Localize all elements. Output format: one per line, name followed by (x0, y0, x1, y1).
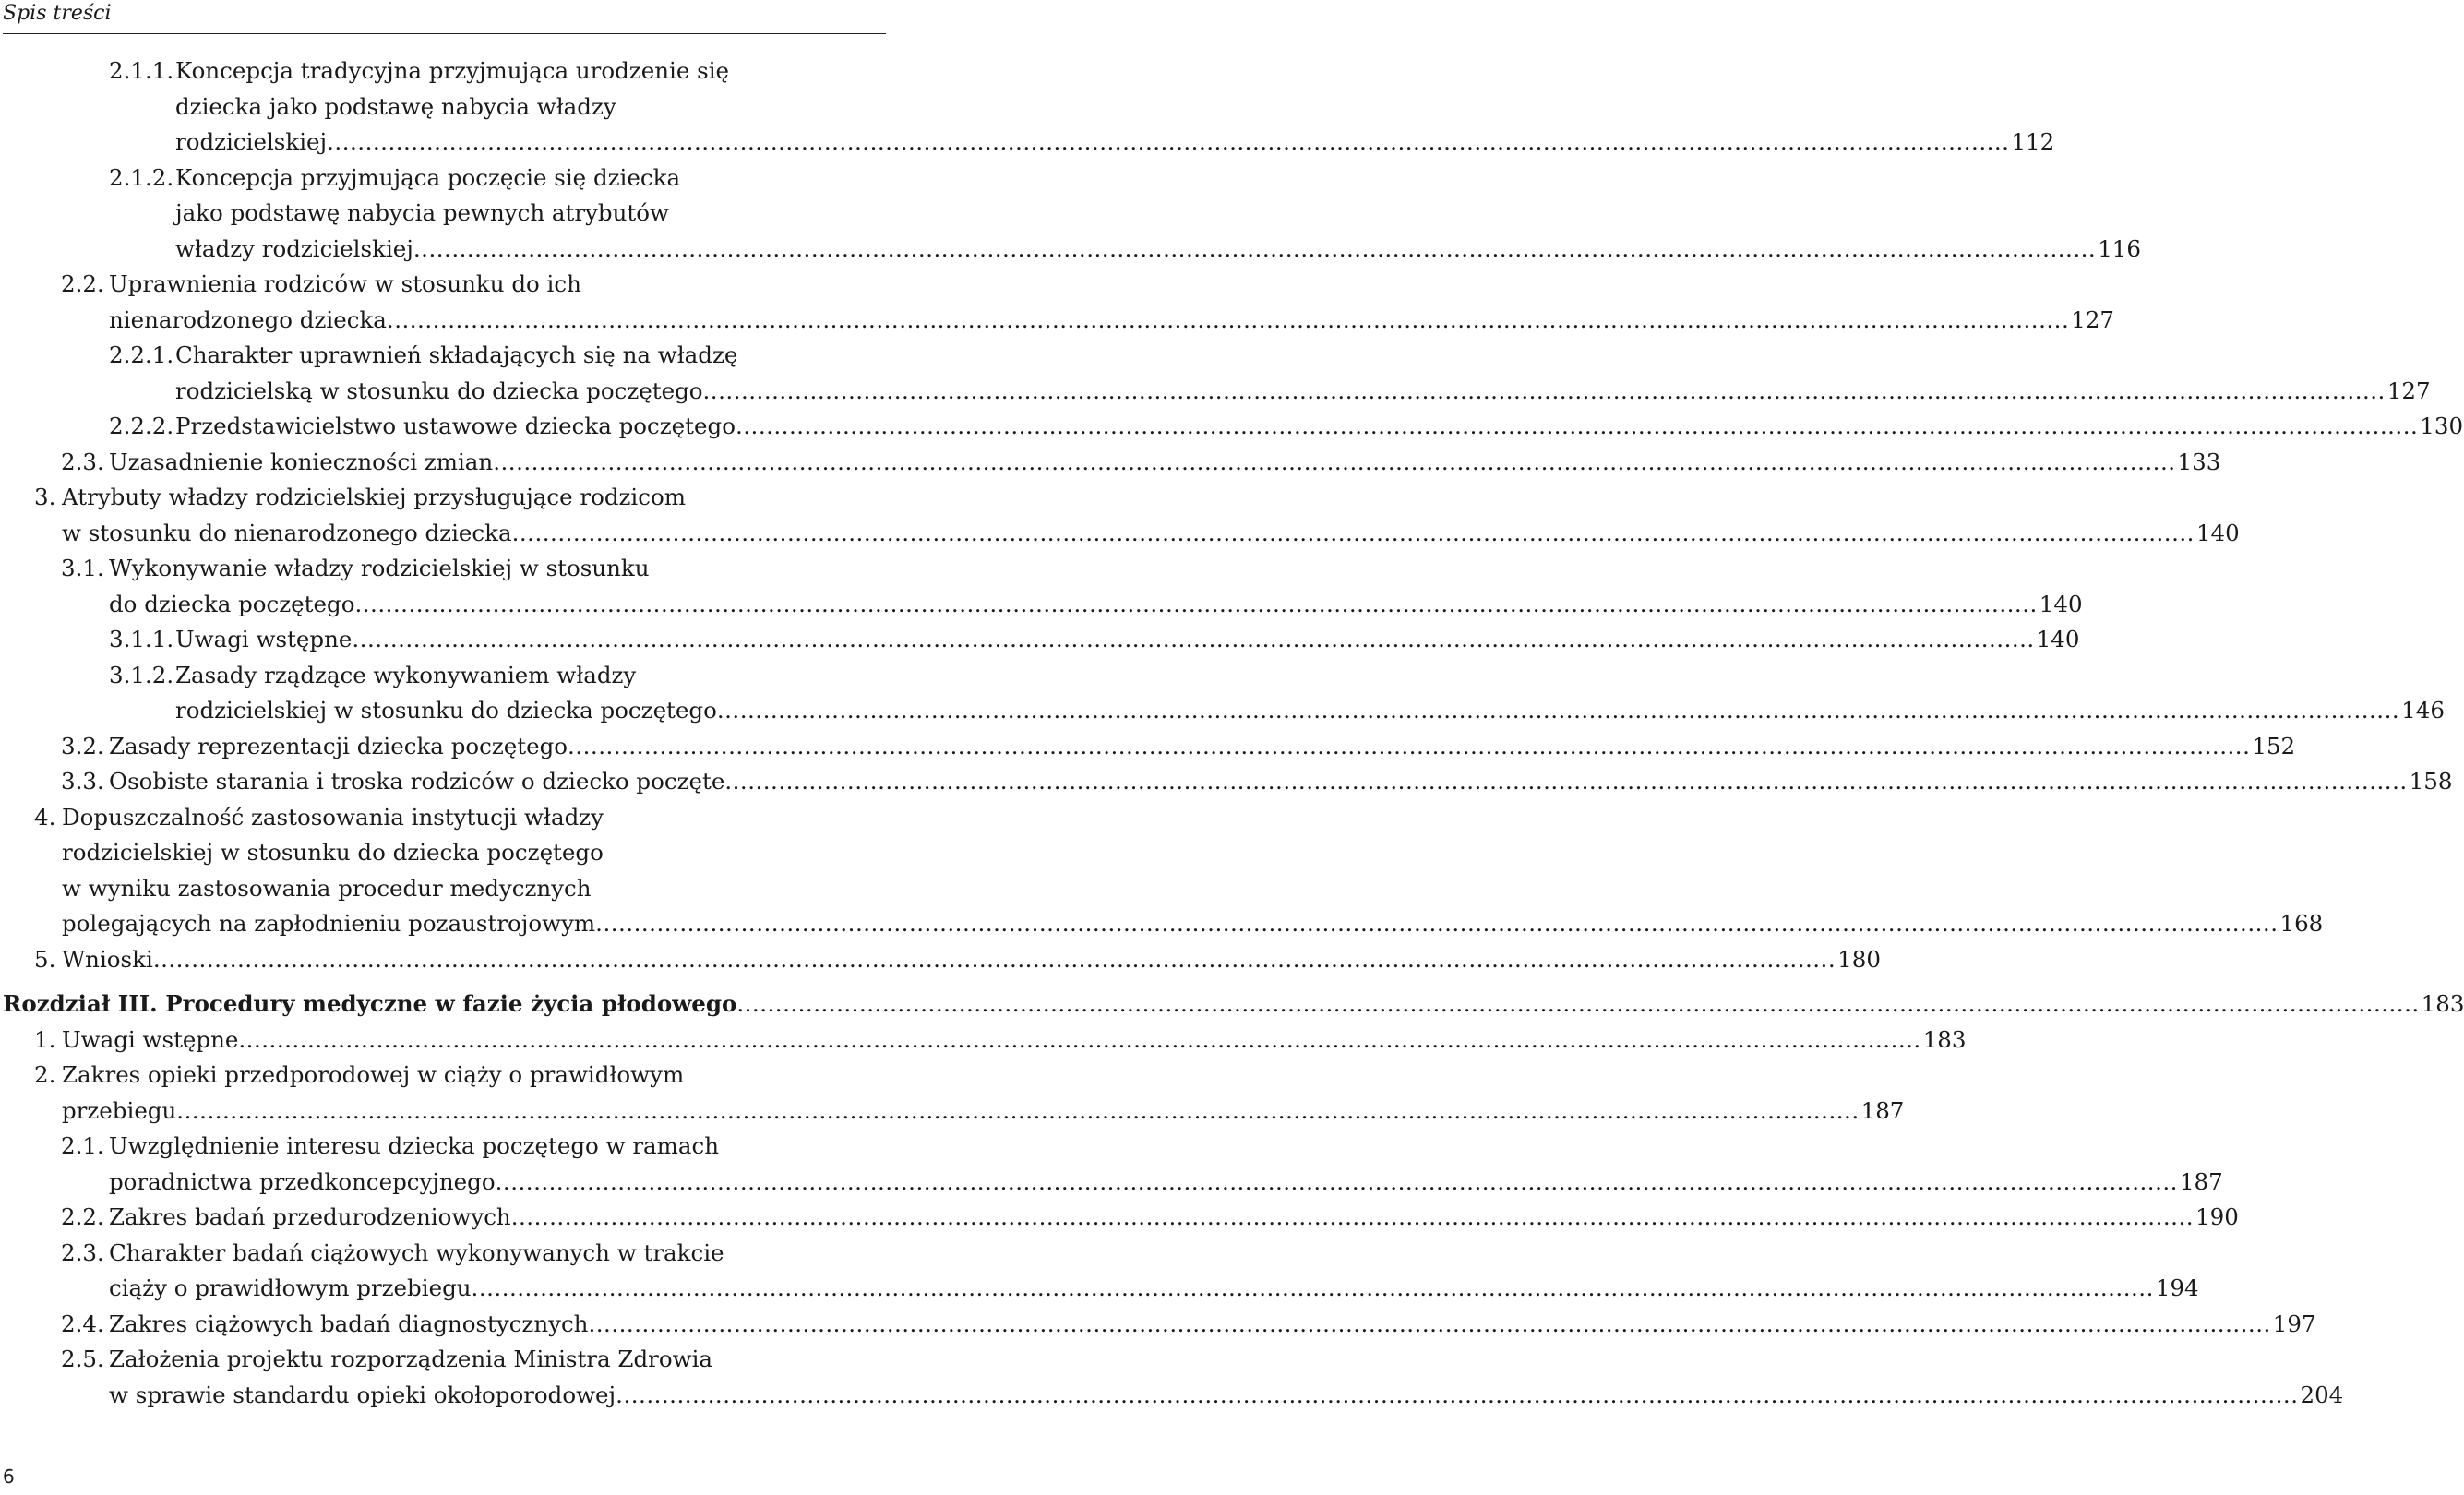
toc-entry-number: 3.3. (61, 768, 104, 795)
toc-entry-title: Zasady reprezentacji dziecka poczętego (109, 732, 568, 759)
toc-entry-title: Zakres opieki przedporodowej w ciąży o prawidłowym (62, 1061, 685, 1088)
toc-line (0, 622, 2080, 658)
toc-page-number: 187 (2179, 1167, 2223, 1195)
toc-entry-title: Dopuszczalność zastosowania instytucji władzy (62, 803, 604, 831)
toc-page-number: 116 (2098, 234, 2141, 262)
dot-leader: ............................................................................................................................................................................................................................ (386, 305, 2070, 333)
dot-leader: ............................................................................................................................................................................................................................ (354, 590, 2038, 617)
dot-leader: ............................................................................................................................................................................................................................ (736, 990, 2420, 1017)
toc-entry-title: nienarodzonego dziecka (109, 305, 387, 333)
toc-entry-title: Rozdział III. Procedury medyczne w fazie życia płodowego (3, 990, 737, 1017)
dot-leader: ............................................................................................................................................................................................................................ (471, 1274, 2154, 1301)
table-of-contents (0, 54, 2464, 1413)
toc-entry-number: 2.2. (61, 270, 104, 297)
toc-page-number: 140 (2036, 626, 2080, 652)
dot-leader: ............................................................................................................................................................................................................................ (176, 1096, 1860, 1124)
toc-entry[interactable] (0, 338, 2431, 409)
toc-page-number: 194 (2155, 1274, 2199, 1301)
toc-line (0, 987, 2464, 1023)
toc-line (0, 1342, 886, 1378)
toc-page-number: 187 (1860, 1096, 1905, 1124)
toc-entry-title: rodzicielskiej (175, 128, 328, 155)
toc-entry-title: Charakter uprawnień składających się na władzę (175, 341, 738, 368)
toc-entry[interactable] (0, 764, 2453, 800)
toc-entry[interactable] (0, 1307, 2316, 1343)
dot-leader: ............................................................................................................................................................................................................................ (616, 1381, 2299, 1408)
toc-line (0, 800, 886, 836)
toc-page-number: 183 (2421, 990, 2464, 1017)
toc-entry[interactable] (0, 161, 2141, 268)
toc-line (0, 516, 2240, 552)
toc-line (0, 445, 2221, 481)
dot-leader: ............................................................................................................................................................................................................................ (511, 519, 2195, 546)
toc-entry-number: 3.1.1. (109, 626, 174, 652)
toc-entry-title: Przedstawicielstwo ustawowe dziecka poczętego (175, 413, 736, 439)
toc-entry-title: rodzicielskiej w stosunku do dziecka poczętego (62, 839, 604, 866)
toc-entry-number: 3. (34, 484, 56, 510)
toc-line (0, 835, 886, 871)
toc-entry-title: rodzicielską w stosunku do dziecka poczętego (175, 377, 703, 404)
toc-line (0, 693, 2445, 729)
toc-entry[interactable] (0, 551, 2083, 622)
toc-line (0, 729, 2296, 765)
toc-line (0, 1200, 2239, 1236)
toc-entry-number: 2.1.2. (109, 163, 174, 191)
toc-entry-title: do dziecka poczętego (109, 590, 355, 617)
toc-entry-title: w wyniku zastosowania procedur medycznych (62, 874, 592, 902)
toc-entry[interactable] (0, 267, 2114, 338)
toc-entry[interactable] (0, 409, 2464, 445)
toc-entry-number: 2.3. (61, 448, 104, 475)
toc-entry-number: 5. (34, 945, 56, 973)
toc-page-number: 197 (2272, 1310, 2316, 1337)
toc-line (0, 196, 886, 232)
toc-line (0, 1165, 2223, 1201)
toc-entry[interactable] (0, 658, 2445, 729)
toc-entry-number: 2.1. (61, 1132, 104, 1159)
toc-entry[interactable] (0, 480, 2240, 551)
dot-leader: ............................................................................................................................................................................................................................ (327, 128, 2010, 155)
toc-line (0, 1378, 2344, 1414)
toc-entry[interactable] (0, 800, 2324, 942)
toc-entry-title: przebiegu (62, 1096, 177, 1124)
toc-page-number: 183 (1922, 1025, 1967, 1053)
toc-line (0, 125, 2055, 161)
page-number: 6 (3, 1465, 15, 1488)
toc-line (0, 338, 886, 374)
toc-entry[interactable] (0, 1129, 2223, 1200)
toc-entry-title: polegających na zapłodnieniu pozaustrojowym (62, 910, 596, 937)
toc-chapter-heading[interactable] (0, 987, 2464, 1023)
toc-entry-title: dziecka jako podstawę nabycia władzy (175, 92, 616, 120)
toc-entry-number: 1. (34, 1025, 56, 1053)
toc-entry-title: Zasady rządzące wykonywaniem władzy (175, 661, 637, 688)
toc-line (0, 161, 886, 197)
toc-line (0, 1094, 1905, 1130)
toc-entry[interactable] (0, 54, 2055, 161)
toc-page-number: 133 (2177, 448, 2221, 475)
dot-leader: ............................................................................................................................................................................................................................ (152, 945, 1836, 973)
toc-entry-title: Wnioski (62, 945, 153, 973)
dot-leader: ............................................................................................................................................................................................................................ (735, 413, 2419, 439)
toc-page-number: 190 (2195, 1203, 2239, 1230)
toc-line (0, 374, 2431, 410)
dot-leader: ............................................................................................................................................................................................................................ (702, 377, 2386, 404)
toc-line (0, 1058, 886, 1094)
toc-entry-title: Zakres badań przedurodzeniowych (109, 1203, 511, 1230)
toc-entry-title: ciąży o prawidłowym przebiegu (109, 1274, 472, 1301)
toc-page-number: 130 (2420, 413, 2464, 439)
dot-leader: ............................................................................................................................................................................................................................ (413, 234, 2097, 262)
toc-line (0, 551, 886, 587)
toc-page-number: 140 (2039, 590, 2083, 617)
toc-line (0, 480, 886, 516)
dot-leader: ............................................................................................................................................................................................................................ (588, 1310, 2271, 1337)
toc-line (0, 906, 2324, 942)
toc-page-number: 127 (2386, 377, 2431, 404)
toc-line (0, 942, 1881, 978)
toc-entry-title: Atrybuty władzy rodzicielskiej przysługujące rodzicom (62, 484, 686, 510)
toc-page-number: 127 (2071, 305, 2114, 333)
toc-line (0, 658, 886, 694)
toc-entry-title: Uprawnienia rodziców w stosunku do ich (109, 270, 581, 297)
toc-line (0, 764, 2453, 800)
toc-entry-number: 2.2. (61, 1203, 104, 1230)
toc-page-number: 204 (2300, 1381, 2344, 1408)
toc-line (0, 1307, 2316, 1343)
dot-leader: ............................................................................................................................................................................................................................ (568, 732, 2251, 759)
toc-entry-title: rodzicielskiej w stosunku do dziecka poczętego (175, 697, 717, 724)
dot-leader: ............................................................................................................................................................................................................................ (238, 1025, 1921, 1053)
toc-entry-number: 2.1.1. (109, 57, 174, 84)
toc-entry-number: 2.2.2. (109, 413, 174, 439)
toc-entry[interactable] (0, 445, 2221, 481)
toc-entry-title: poradnictwa przedkoncepcyjnego (109, 1167, 496, 1195)
toc-entry[interactable] (0, 1236, 2199, 1307)
toc-line (0, 1129, 886, 1165)
toc-entry[interactable] (0, 729, 2296, 765)
toc-entry-number: 3.1.2. (109, 661, 174, 688)
toc-line (0, 1023, 1967, 1058)
toc-entry-title: Uwagi wstępne (62, 1025, 239, 1053)
toc-line (0, 90, 886, 126)
toc-entry-title: władzy rodzicielskiej (175, 234, 413, 262)
toc-line (0, 267, 886, 303)
toc-page-number: 180 (1837, 945, 1881, 973)
toc-entry-title: jako podstawę nabycia pewnych atrybutów (175, 199, 669, 226)
toc-page-number: 152 (2252, 732, 2296, 759)
toc-page-number: 168 (2279, 910, 2324, 937)
toc-entry[interactable] (0, 1058, 1905, 1129)
toc-entry-title: Wykonywanie władzy rodzicielskiej w stosunku (109, 555, 650, 581)
toc-entry-title: Założenia projektu rozporządzenia Ministra Zdrowia (109, 1346, 713, 1372)
dot-leader: ............................................................................................................................................................................................................................ (495, 1167, 2178, 1195)
toc-entry-title: Osobiste starania i troska rodziców o dziecko poczęte (109, 768, 725, 795)
toc-entry[interactable] (0, 1200, 2239, 1236)
toc-line (0, 303, 2114, 339)
toc-entry-title: Uwzględnienie interesu dziecka poczętego w ramach (109, 1132, 719, 1159)
toc-entry-title: Charakter badań ciążowych wykonywanych w trakcie (109, 1238, 724, 1266)
toc-line (0, 1271, 2199, 1307)
toc-entry-number: 2.2.1. (109, 341, 174, 368)
running-head: Spis treści (3, 0, 886, 34)
toc-entry-title: w stosunku do nienarodzonego dziecka (62, 519, 512, 546)
toc-entry-title: Koncepcja przyjmująca poczęcie się dziecka (175, 163, 681, 191)
dot-leader: ............................................................................................................................................................................................................................ (716, 697, 2400, 724)
toc-line (0, 871, 886, 907)
toc-page-number: 158 (2409, 768, 2453, 795)
toc-entry-title: Koncepcja tradycyjna przyjmująca urodzenie się (175, 57, 730, 84)
toc-entry-number: 2.3. (61, 1238, 104, 1266)
toc-entry-number: 2. (34, 1061, 56, 1088)
toc-entry-title: w sprawie standardu opieki okołoporodowej (109, 1381, 616, 1408)
dot-leader: ............................................................................................................................................................................................................................ (510, 1203, 2195, 1230)
toc-entry-title: Uwagi wstępne (175, 626, 353, 652)
dot-leader: ............................................................................................................................................................................................................................ (493, 448, 2176, 475)
toc-entry-number: 2.5. (61, 1346, 104, 1372)
toc-line (0, 587, 2083, 623)
toc-entry[interactable] (0, 942, 1881, 978)
toc-line (0, 1236, 886, 1272)
toc-entry-title: Uzasadnienie konieczności zmian (109, 448, 494, 475)
toc-page-number: 146 (2401, 697, 2445, 724)
toc-line (0, 232, 2141, 268)
toc-entry-title: Zakres ciążowych badań diagnostycznych (109, 1310, 589, 1337)
toc-entry[interactable] (0, 1023, 1967, 1058)
dot-leader: ............................................................................................................................................................................................................................ (724, 768, 2408, 795)
dot-leader: ............................................................................................................................................................................................................................ (595, 910, 2279, 937)
toc-line (0, 54, 886, 90)
toc-entry[interactable] (0, 622, 2080, 658)
toc-entry-number: 3.2. (61, 732, 104, 759)
toc-page-number: 112 (2011, 128, 2055, 155)
toc-entry-number: 2.4. (61, 1310, 104, 1337)
dot-leader: ............................................................................................................................................................................................................................ (352, 626, 2035, 652)
toc-line (0, 409, 2464, 445)
toc-entry[interactable] (0, 1342, 2344, 1413)
toc-page-number: 140 (2195, 519, 2240, 546)
toc-entry-number: 3.1. (61, 555, 104, 581)
toc-entry-number: 4. (34, 803, 56, 831)
